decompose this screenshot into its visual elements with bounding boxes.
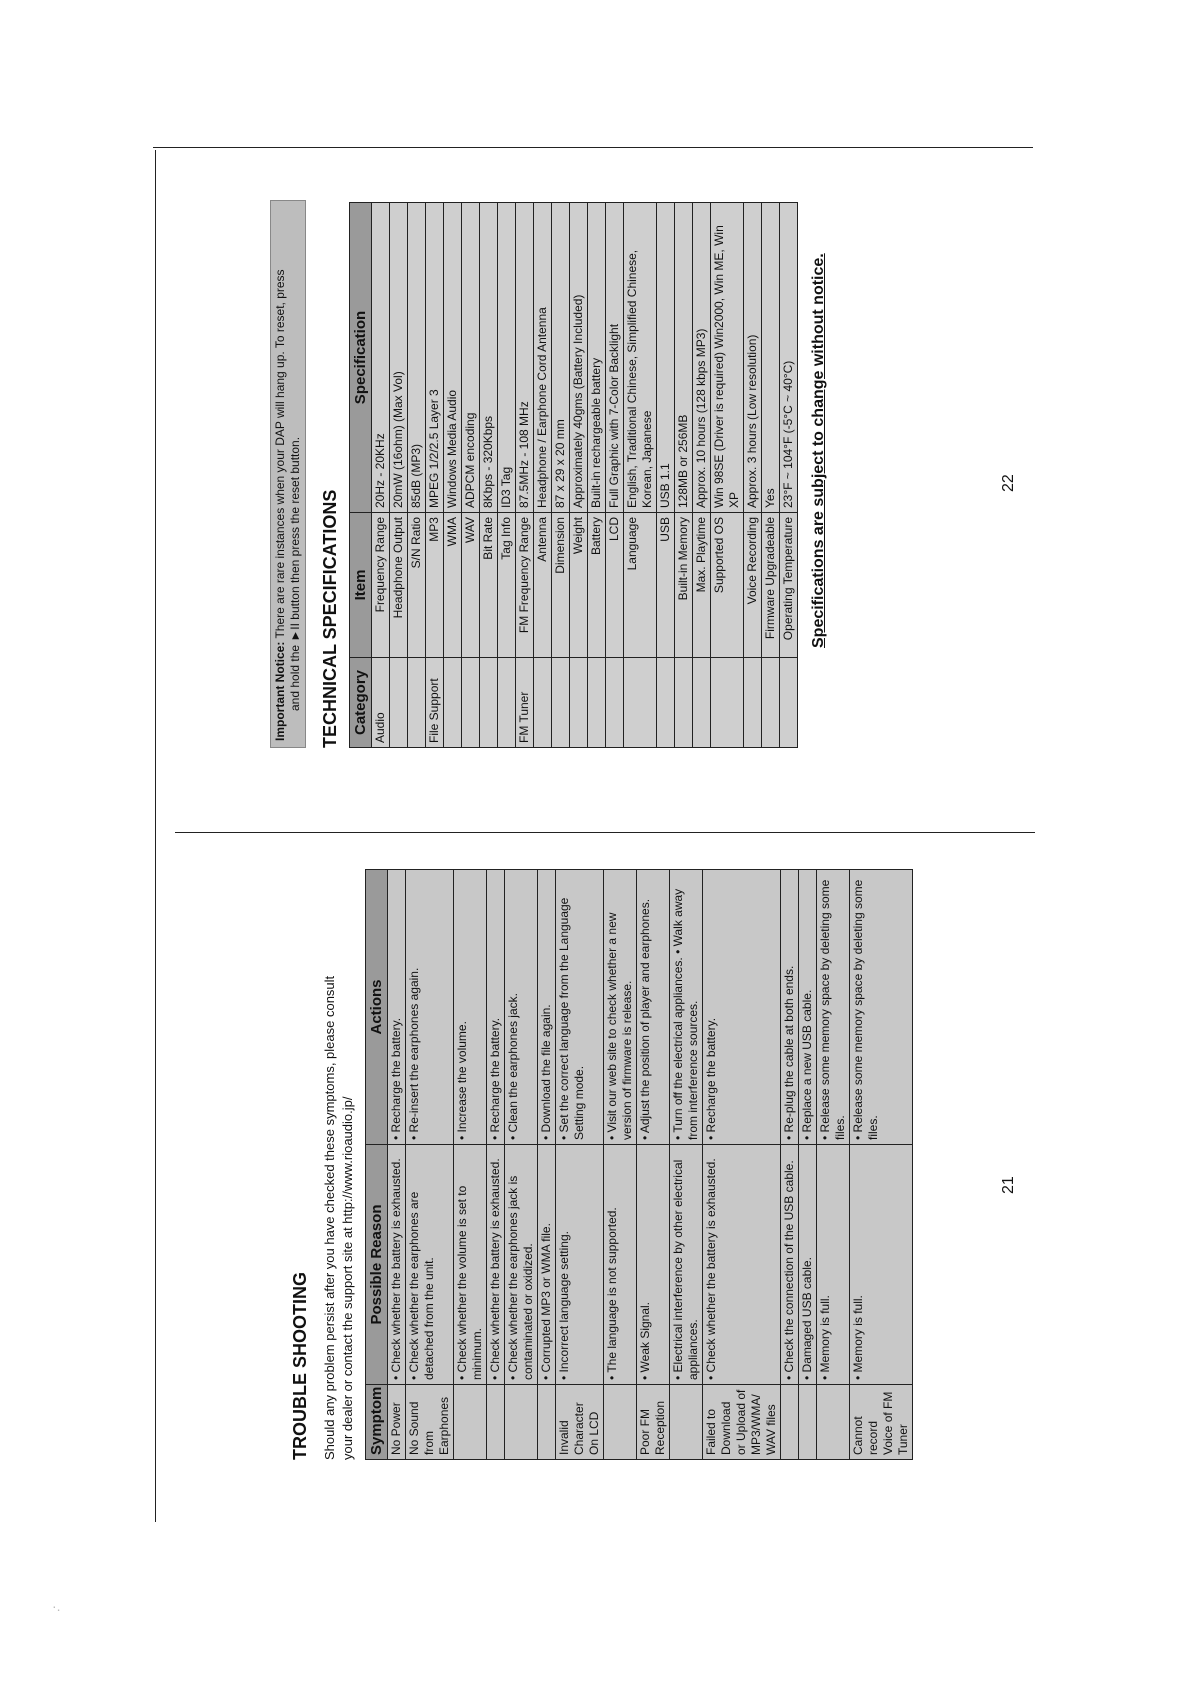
symptom-cell (604, 1385, 637, 1460)
category-cell (390, 658, 408, 748)
action-cell: • Adjust the position of player and earphones. (637, 870, 670, 1145)
action-cell: • Recharge the battery. (487, 870, 505, 1145)
spec-row (408, 203, 426, 748)
symptom-cell: Invalid Character On LCD (556, 1385, 604, 1460)
item-cell: Max. Playtime (693, 513, 711, 658)
table-row (781, 870, 799, 1460)
table-row (637, 870, 670, 1460)
table-row (817, 870, 850, 1460)
notice-text-1: There are rare instances when your DAP will hang up. To reset, press (273, 269, 287, 639)
spec-value-cell: Full Graphic with 7-Color Backlight (606, 203, 624, 513)
spec-value-cell: 128MB or 256MB (675, 203, 693, 513)
left-border-line (155, 150, 156, 1522)
action-cell: • Set the correct language from the Language Setting mode. (556, 870, 604, 1145)
item-cell: USB (657, 513, 675, 658)
intro-text (321, 860, 357, 1460)
table-row (670, 870, 703, 1460)
spec-row (462, 203, 480, 748)
intro-line-2: your dealer or contact the support site at http://www.rioaudio.jp/ (340, 1096, 355, 1460)
symptom-cell (670, 1385, 703, 1460)
action-cell: • Recharge the battery. (703, 870, 781, 1145)
item-cell: Frequency Range (372, 513, 390, 658)
spec-row (516, 203, 534, 748)
spec-value-cell: 8Kbps - 320Kbps (480, 203, 498, 513)
trouble-table-body (388, 870, 913, 1460)
spec-row (498, 203, 516, 748)
spec-row (744, 203, 762, 748)
category-cell: Audio (372, 658, 390, 748)
table-row (799, 870, 817, 1460)
trouble-table (365, 869, 913, 1460)
category-cell (570, 658, 588, 748)
category-cell (780, 658, 798, 748)
tech-spec-page (270, 188, 828, 748)
action-cell: • Clean the earphones jack. (505, 870, 538, 1145)
table-header-row (366, 870, 388, 1460)
table-row (406, 870, 454, 1460)
table-row (487, 870, 505, 1460)
spec-row (711, 203, 744, 748)
spec-value-cell: Approx. 10 hours (128 kbps MP3) (693, 203, 711, 513)
spec-row (390, 203, 408, 748)
table-row (850, 870, 913, 1460)
category-cell (588, 658, 606, 748)
item-cell: FM Frequency Range (516, 513, 534, 658)
reason-cell: • Check the connection of the USB cable. (781, 1145, 799, 1385)
reason-cell: • Check whether the battery is exhausted. (703, 1145, 781, 1385)
symptom-cell: No Sound from Earphones (406, 1385, 454, 1460)
reason-cell: • Electrical interference by other electrical appliances. (670, 1145, 703, 1385)
symptom-cell: No Power (388, 1385, 406, 1460)
item-cell: Language (624, 513, 657, 658)
item-cell: Battery (588, 513, 606, 658)
spec-table-body (372, 203, 798, 748)
reason-cell: • Memory is full. (850, 1145, 913, 1385)
action-cell: • Re-insert the earphones again. (406, 870, 454, 1145)
reason-cell: • Memory is full. (817, 1145, 850, 1385)
symptom-cell (817, 1385, 850, 1460)
col-symptom: Symptom (366, 1385, 388, 1460)
spec-title: TECHNICAL SPECIFICATIONS (320, 489, 340, 748)
trouble-shooting-page (290, 860, 913, 1460)
category-cell (675, 658, 693, 748)
symptom-cell: Cannot record Voice of FM Tuner (850, 1385, 913, 1460)
reason-cell: • Incorrect language setting. (556, 1145, 604, 1385)
action-cell: • Visit our web site to check whether a new version of firmware is release. (604, 870, 637, 1145)
spec-value-cell: Win 98SE (Driver is required) Win2000, Win ME, Win XP (711, 203, 744, 513)
reason-cell: • Check whether the earphones are detached from the unit. (406, 1145, 454, 1385)
category-cell (498, 658, 516, 748)
category-cell (693, 658, 711, 748)
item-cell: Voice Recording (744, 513, 762, 658)
spec-value-cell: USB 1.1 (657, 203, 675, 513)
reason-cell: • Check whether the volume is set to minimum. (454, 1145, 487, 1385)
top-border-line (153, 147, 1033, 148)
action-cell: • Re-plug the cable at both ends. (781, 870, 799, 1145)
item-cell: WMA (444, 513, 462, 658)
item-cell: LCD (606, 513, 624, 658)
symptom-cell (799, 1385, 817, 1460)
intro-line-1: Should any problem persist after you have checked these symptoms, please consult (322, 975, 337, 1460)
action-cell: • Turn off the electrical appliances. • Walk away from interference sources. (670, 870, 703, 1145)
item-cell: Built-in Memory (675, 513, 693, 658)
notice-label: Important Notice: (273, 641, 287, 741)
col-specification: Specification (350, 203, 372, 513)
reason-cell: • The language is not supported. (604, 1145, 637, 1385)
category-cell (606, 658, 624, 748)
action-cell: • Download the file again. (538, 870, 556, 1145)
spec-row (780, 203, 798, 748)
spec-value-cell: Yes (762, 203, 780, 513)
spec-row (444, 203, 462, 748)
reason-cell: • Damaged USB cable. (799, 1145, 817, 1385)
spec-table (349, 202, 798, 748)
col-reason: Possible Reason (366, 1145, 388, 1385)
action-cell: • Replace a new USB cable. (799, 870, 817, 1145)
spec-row (624, 203, 657, 748)
spec-value-cell: MPEG 1/2/2.5 Layer 3 (426, 203, 444, 513)
action-cell: • Release some memory space by deleting some files. (817, 870, 850, 1145)
spec-footnote: Specifications are subject to change without notice. (810, 253, 827, 648)
spec-value-cell: Approx. 3 hours (Low resolution) (744, 203, 762, 513)
category-cell (408, 658, 426, 748)
category-cell (552, 658, 570, 748)
table-row (505, 870, 538, 1460)
symptom-cell (487, 1385, 505, 1460)
spec-value-cell: Approximately 40gms (Battery Included) (570, 203, 588, 513)
category-cell (534, 658, 552, 748)
spec-value-cell: Windows Media Audio (444, 203, 462, 513)
spec-row (480, 203, 498, 748)
symptom-cell (538, 1385, 556, 1460)
category-cell (444, 658, 462, 748)
spec-row (675, 203, 693, 748)
spec-value-cell: 20Hz - 20KHz (372, 203, 390, 513)
action-cell: • Release some memory space by deleting some files. (850, 870, 913, 1145)
item-cell: Operating Temperature (780, 513, 798, 658)
category-cell: FM Tuner (516, 658, 534, 748)
action-cell: • Increase the volume. (454, 870, 487, 1145)
symptom-cell (781, 1385, 799, 1460)
category-cell (762, 658, 780, 748)
spec-row (570, 203, 588, 748)
category-cell (744, 658, 762, 748)
table-row (538, 870, 556, 1460)
spec-row (588, 203, 606, 748)
spec-row (657, 203, 675, 748)
reason-cell: • Check whether the battery is exhausted. (388, 1145, 406, 1385)
spec-row (606, 203, 624, 748)
category-cell (462, 658, 480, 748)
reason-cell: • Check whether the battery is exhausted. (487, 1145, 505, 1385)
page-title: TROUBLE SHOOTING (290, 1272, 310, 1460)
table-row (556, 870, 604, 1460)
spec-value-cell: Built-in rechargeable battery (588, 203, 606, 513)
table-row (454, 870, 487, 1460)
item-cell: S/N Ratio (408, 513, 426, 658)
spec-value-cell: 85dB (MP3) (408, 203, 426, 513)
symptom-cell (505, 1385, 538, 1460)
item-cell: Supported OS (711, 513, 744, 658)
col-actions: Actions (366, 870, 388, 1145)
col-item: Item (350, 513, 372, 658)
spec-row (372, 203, 390, 748)
item-cell: Dimension (552, 513, 570, 658)
spec-header-row (350, 203, 372, 748)
action-cell: • Recharge the battery. (388, 870, 406, 1145)
item-cell: MP3 (426, 513, 444, 658)
spec-value-cell: 87 x 29 x 20 mm (552, 203, 570, 513)
category-cell (480, 658, 498, 748)
spec-value-cell: ID3 Tag (498, 203, 516, 513)
table-row (604, 870, 637, 1460)
spec-row (426, 203, 444, 748)
spec-row (552, 203, 570, 748)
category-cell (657, 658, 675, 748)
symptom-cell: Failed to Download or Upload of MP3/WMA/ WAV files (703, 1385, 781, 1460)
page-number-22: 22 (1000, 474, 1017, 492)
table-row (703, 870, 781, 1460)
category-cell (711, 658, 744, 748)
category-cell: File Support (426, 658, 444, 748)
spec-value-cell: ADPCM encoding (462, 203, 480, 513)
item-cell: Antenna (534, 513, 552, 658)
spec-value-cell: 87.5MHz - 108 MHz (516, 203, 534, 513)
spec-row (693, 203, 711, 748)
spec-value-cell: English, Traditional Chinese, Simplified Chinese, Korean, Japanese (624, 203, 657, 513)
category-cell (624, 658, 657, 748)
notice-text-2: and hold the ►II button then press the reset button. (288, 436, 302, 711)
reason-cell: • Weak Signal. (637, 1145, 670, 1385)
item-cell: WAV (462, 513, 480, 658)
spec-row (534, 203, 552, 748)
item-cell: Bit Rate (480, 513, 498, 658)
symptom-cell: Poor FM Reception (637, 1385, 670, 1460)
table-row (388, 870, 406, 1460)
page-number-21: 21 (1000, 1176, 1017, 1194)
important-notice (270, 200, 306, 748)
spec-value-cell: 20mW (16ohm) (Max Vol) (390, 203, 408, 513)
spec-row (762, 203, 780, 748)
spec-value-cell: Headphone / Earphone Cord Antenna (534, 203, 552, 513)
col-category: Category (350, 658, 372, 748)
scan-speck: ·. (52, 1598, 61, 1614)
item-cell: Tag Info (498, 513, 516, 658)
reason-cell: • Corrupted MP3 or WMA file. (538, 1145, 556, 1385)
spec-value-cell: 23°F ~ 104°F (-5°C ~ 40°C) (780, 203, 798, 513)
symptom-cell (454, 1385, 487, 1460)
item-cell: Headphone Output (390, 513, 408, 658)
item-cell: Firmware Upgradeable (762, 513, 780, 658)
center-fold-line (175, 832, 1035, 833)
reason-cell: • Check whether the earphones jack is contaminated or oxidized. (505, 1145, 538, 1385)
item-cell: Weight (570, 513, 588, 658)
